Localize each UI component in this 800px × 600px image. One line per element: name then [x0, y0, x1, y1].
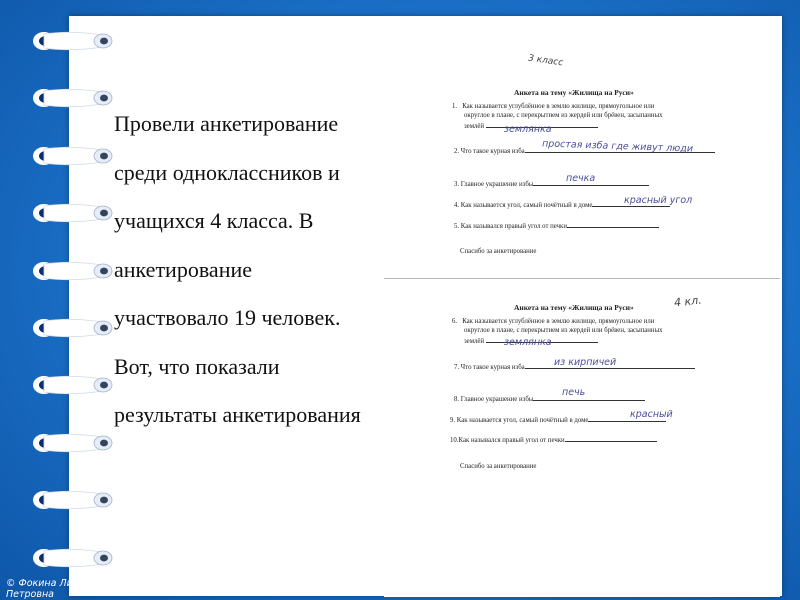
credit-line-2: Петровна — [6, 589, 54, 600]
binding-ring — [30, 315, 116, 341]
binding-ring — [30, 143, 116, 169]
question-10 — [450, 434, 657, 445]
question-number: 6. — [452, 318, 458, 325]
survey-title: Анкета на тему «Жилища на Руси» — [514, 303, 634, 312]
question-text: землёй — [464, 338, 485, 345]
question-text: 8. Главное украшение избы — [454, 396, 534, 403]
binding-ring — [30, 28, 116, 54]
question-text: 7. Что такое курная изба — [454, 364, 525, 371]
main-text-line-1: Провели анкетирование — [114, 111, 339, 136]
main-text-line-6: Вот, что показали — [114, 353, 280, 379]
main-text-line-2: среди одноклассников и — [114, 159, 340, 185]
question-text: Как называется углублённое в землю жилище, прямоугольное или — [462, 103, 655, 110]
question-8 — [454, 393, 645, 404]
main-text-line-5: участвовало 19 человек. — [114, 305, 341, 330]
question-text: округлое в плане, с перекрытием из жердей или брёвен, засыпанных — [464, 327, 663, 334]
binding-ring — [30, 258, 116, 284]
question-text: округлое в плане, с перекрытием из жердей или брёвен, засыпанных — [464, 112, 663, 119]
question-1 — [452, 102, 772, 131]
question-text: 2. Что такое курная изба — [454, 148, 525, 155]
binding-ring — [30, 430, 116, 456]
grade-label: 3 класс — [527, 53, 564, 69]
answer-4: красный угол — [624, 195, 693, 206]
answer-3: печка — [566, 173, 596, 184]
copyright-credit — [6, 578, 91, 600]
question-text: 10.Как называлcя правый угол от печки — [450, 437, 565, 444]
question-3 — [454, 178, 649, 189]
question-number: 1. — [452, 103, 458, 110]
question-5 — [454, 220, 659, 231]
main-text-line-3: учащихся 4 класса. В — [114, 208, 314, 233]
main-text — [114, 100, 394, 440]
binding-ring — [30, 487, 116, 513]
survey-title: Анкета на тему «Жилища на Руси» — [514, 88, 634, 97]
binding-ring — [30, 545, 116, 571]
answer-8: печь — [562, 387, 586, 398]
question-text: 5. Как называлcя правый угол от печки — [454, 223, 567, 230]
binding-ring — [30, 85, 116, 111]
main-text-line-7: результаты анкетирования — [114, 402, 361, 427]
grade-label: 4 кл. — [673, 293, 703, 310]
question-6 — [452, 317, 772, 346]
survey-sheet-1 — [384, 52, 780, 276]
answer-9: красный — [630, 409, 673, 420]
answer-7: из кирпичей — [554, 357, 617, 368]
binding-ring — [30, 200, 116, 226]
question-text: 9. Как называется угол, самый почётный в доме — [450, 417, 589, 424]
main-text-line-4: анкетирование — [114, 256, 253, 282]
thanks-text: Спасибо за анкетирование — [460, 463, 537, 470]
question-text: Как называется углублённое в землю жилище, прямоугольное или — [462, 318, 655, 325]
binding-ring — [30, 372, 116, 398]
answer-2: простая изба где живут люди — [541, 138, 694, 155]
question-text: 4. Как называется угол, самый почётный в доме — [454, 202, 593, 209]
question-text: землёй — [464, 123, 485, 130]
credit-line-1: © Фокина Лидия — [6, 578, 92, 589]
thanks-text: Спасибо за анкетирование — [460, 248, 537, 255]
answer-1: землянка — [504, 124, 552, 135]
survey-sheet-2 — [384, 278, 780, 597]
question-text: 3. Главное украшение избы — [454, 181, 534, 188]
answer-6: землянка — [504, 337, 552, 348]
